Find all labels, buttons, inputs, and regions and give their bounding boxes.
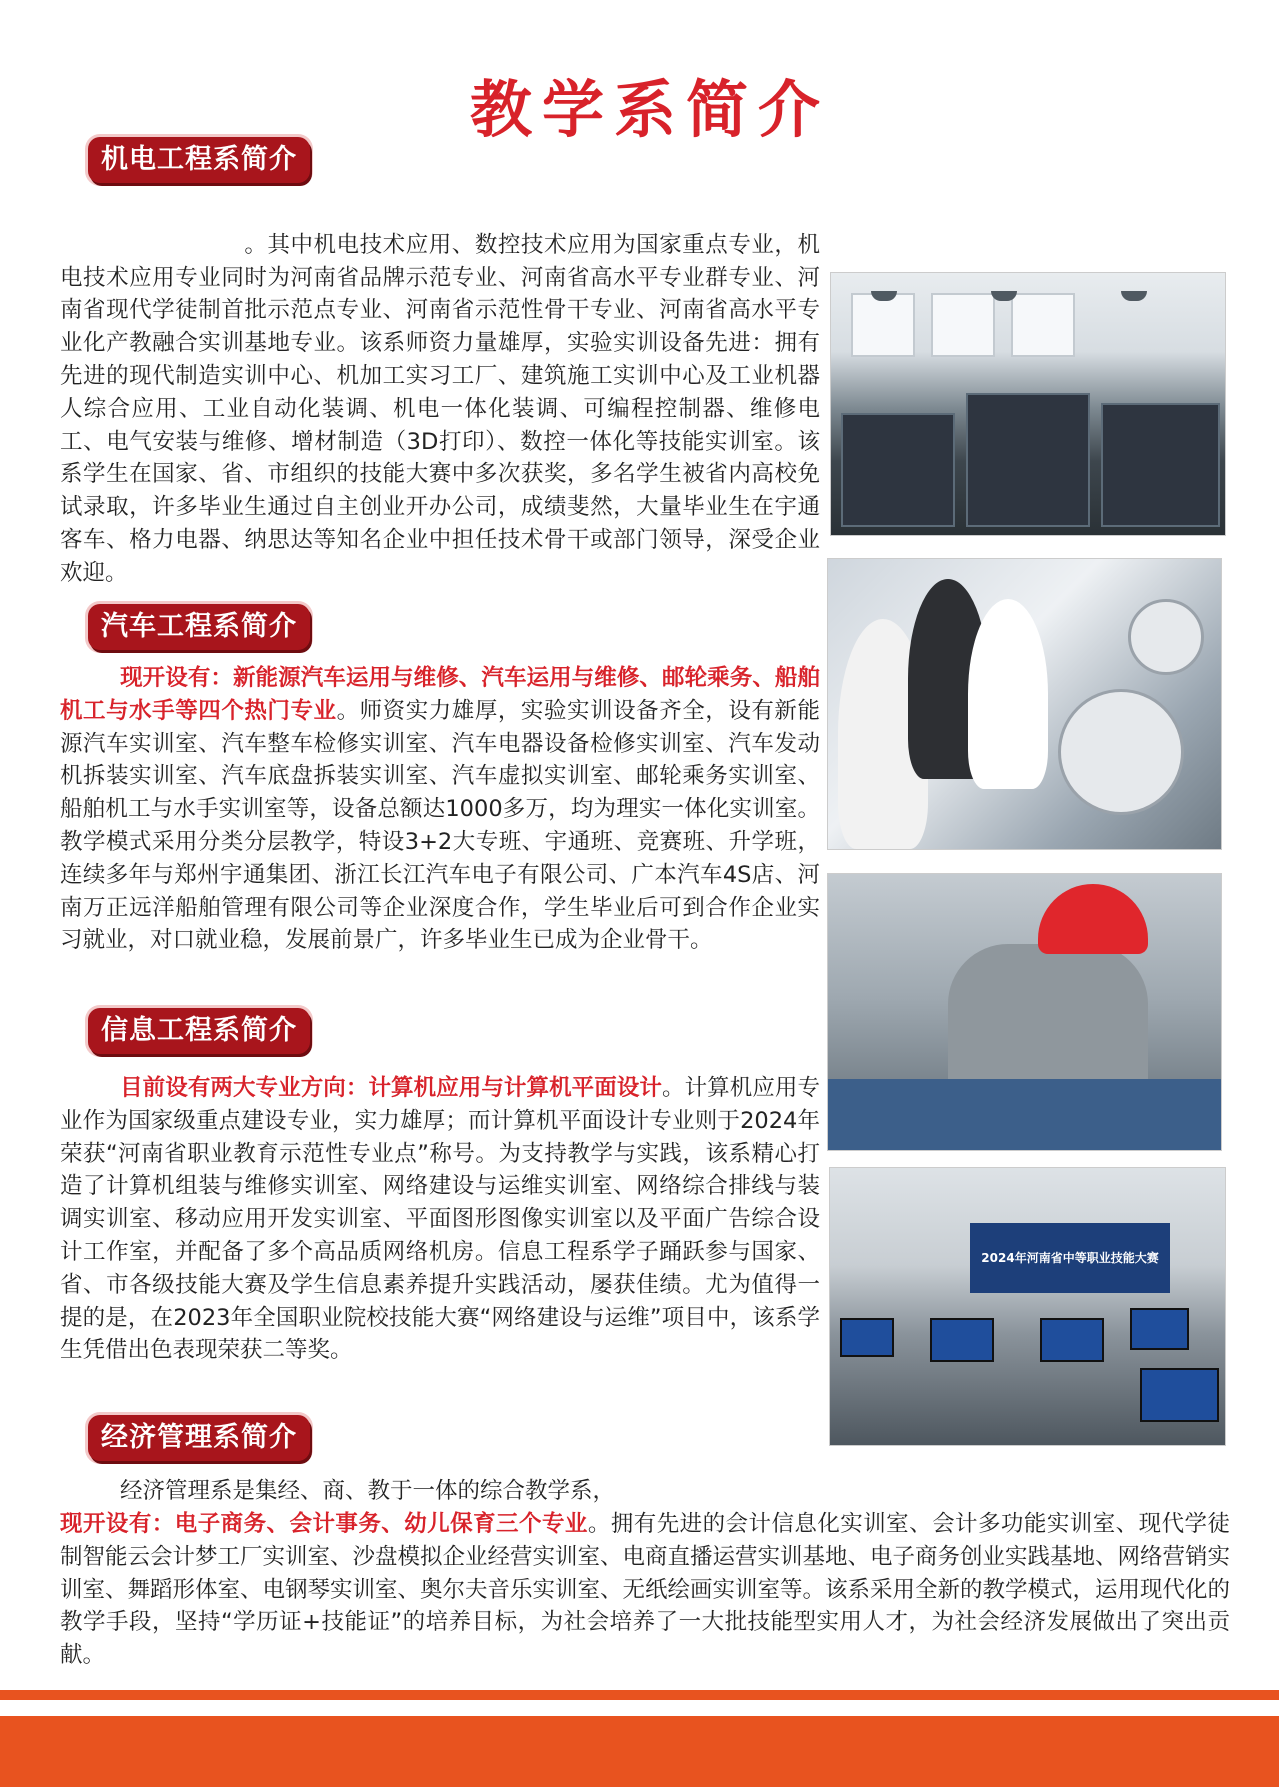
dept-highlight-it: 目前设有两大专业方向：计算机应用与计算机平面设计 bbox=[120, 1075, 662, 1101]
dept-text-mechatronics bbox=[60, 196, 820, 590]
dept-heading-economics: 经济管理系简介 bbox=[88, 1415, 310, 1461]
photo-mechatronics-workshop bbox=[830, 272, 1226, 536]
dept-text-economics bbox=[60, 1508, 1230, 1672]
dept-intro-text: 经济管理系是集经、商、教于一体的综合教学系， bbox=[120, 1478, 616, 1504]
page-title: 教学系简介 bbox=[469, 73, 830, 146]
banner-caption: 2024年河南省中等职业技能大赛 bbox=[981, 1251, 1159, 1265]
photo-it-worker bbox=[827, 873, 1222, 1151]
dept-heading-it: 信息工程系简介 bbox=[88, 1008, 310, 1054]
dept-highlight-automotive: 现开设有：新能源汽车运用与维修、汽车运用与维修、邮轮乘务、船舶机工与水手等四个热门专业 bbox=[60, 665, 820, 724]
dept-heading-mechatronics: 机电工程系简介 bbox=[88, 137, 310, 183]
dept-body-automotive: 。师资实力雄厚，实验实训设备齐全，设有新能源汽车实训室、汽车整车检修实训室、汽车电器设备检修实训室、汽车发动机拆装实训室、汽车底盘拆装实训室、汽车虚拟实训室、邮轮乘务实训室、船舶机工与水手实训室等，设备总额达1000多万，均为理实一体化实训室。教学模式采用分类分层教学，特设3+2大专班、宇通班、竞赛班、升学班，连续多年与郑州宇通集团、浙江长江汽车电子有限公司、广本汽车4S店、河南万正远洋船舶管理有限公司等企业深度合作，学生毕业后可到合作企业实习就业，对口就业稳，发展前景广，许多毕业生已成为企业骨干。 bbox=[60, 697, 820, 954]
dept-heading-automotive: 汽车工程系简介 bbox=[88, 604, 310, 650]
dept-text-it bbox=[60, 1072, 820, 1367]
footer-band bbox=[0, 1716, 1279, 1787]
footer-stripe-thin bbox=[0, 1690, 1279, 1700]
photo-automotive-students bbox=[827, 558, 1222, 850]
photo-banner-text bbox=[970, 1223, 1170, 1293]
dept-body-economics: 。拥有先进的会计信息化实训室、会计多功能实训室、现代学徒制智能云会计梦工厂实训室、沙盘模拟企业经营实训室、电商直播运营实训基地、电子商务创业实践基地、网络营销实训室、舞蹈形体室、电钢琴实训室、奥尔夫音乐实训室、无纸绘画实训室等。该系采用全新的教学模式，运用现代化的教学手段，坚持“学历证+技能证”的培养目标，为社会培养了一大批技能型实用人才，为社会经济发展做出了突出贡献。 bbox=[60, 1511, 1231, 1669]
dept-text-automotive bbox=[60, 662, 820, 957]
dept-intro-economics bbox=[60, 1475, 1230, 1508]
dept-body-mechatronics: 。其中机电技术应用、数控技术应用为国家重点专业，机电技术应用专业同时为河南省品牌示范专业、河南省高水平专业群专业、河南省现代学徒制首批示范点专业、河南省示范性骨干专业、河南省高水平专业化产教融合实训基地专业。该系师资力量雄厚，实验实训设备先进：拥有先进的现代制造实训中心、机加工实习工厂、建筑施工实训中心及工业机器人综合应用、工业自动化装调、机电一体化装调、可编程控制器、维修电工、电气安装与维修、增材制造（3D打印）、数控一体化等技能实训室。该系学生在国家、省、市组织的技能大赛中多次获奖，多名学生被省内高校免试录取，许多毕业生通过自主创业开办公司，成绩斐然，大量毕业生在宇通客车、格力电器、纳思达等知名企业中担任技术骨干或部门领导，深受企业欢迎。 bbox=[60, 231, 820, 586]
dept-highlight-economics: 现开设有：电子商务、会计事务、幼儿保育三个专业 bbox=[60, 1511, 588, 1537]
dept-body-it: 。计算机应用专业作为国家级重点建设专业，实力雄厚；而计算机平面设计专业则于2024年荣获“河南省职业教育示范性专业点”称号。为支持教学与实践，该系精心打造了计算机组装与维修实训室、网络建设与运维实训室、网络综合排线与装调实训室、移动应用开发实训室、平面图形图像实训室以及平面广告综合设计工作室，并配备了多个高品质网络机房。信息工程系学子踊跃参与国家、省、市各级技能大赛及学生信息素养提升实践活动，屡获佳绩。尤为值得一提的是，在2023年全国职业院校技能大赛“网络建设与运维”项目中，该系学生凭借出色表现荣获二等奖。 bbox=[60, 1075, 820, 1364]
photo-computer-lab bbox=[829, 1167, 1226, 1446]
